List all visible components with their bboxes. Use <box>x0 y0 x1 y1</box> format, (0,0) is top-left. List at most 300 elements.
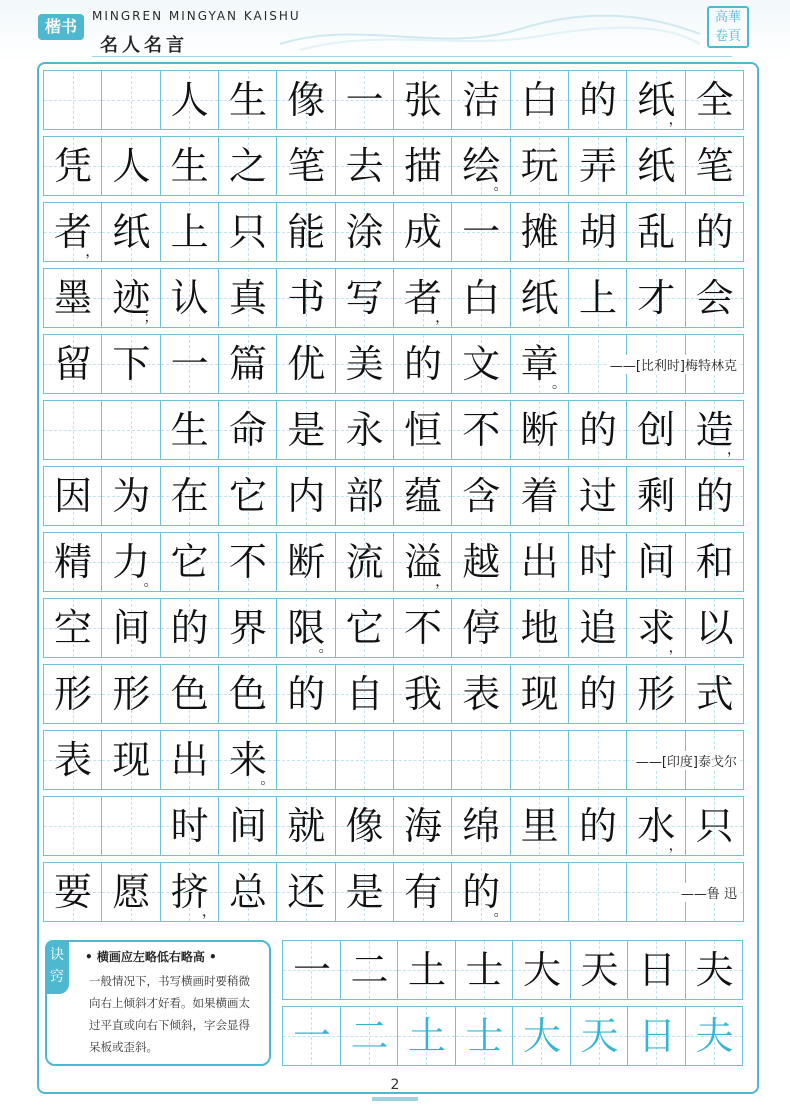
grid-char: 才 <box>637 276 676 320</box>
grid-cell <box>685 136 744 196</box>
grid-cell <box>160 334 219 394</box>
grid-cell <box>626 70 685 130</box>
grid-char: 纸 <box>637 78 676 122</box>
punctuation-mark: ， <box>201 904 216 920</box>
grid-cell <box>510 136 569 196</box>
grid-char: 全 <box>695 78 734 122</box>
trace-char: 日 <box>637 1014 676 1058</box>
grid-cell <box>568 664 627 724</box>
grid-cell <box>451 532 510 592</box>
grid-char <box>627 863 685 921</box>
practice-cell <box>397 940 456 1000</box>
grid-cell <box>335 202 394 262</box>
model-char: 夫 <box>695 948 734 992</box>
grid-cell <box>218 598 277 658</box>
grid-cell <box>510 466 569 526</box>
grid-cell <box>393 268 452 328</box>
grid-cell <box>393 70 452 130</box>
grid-char: 不 <box>228 540 267 584</box>
grid-char: 一 <box>462 210 501 254</box>
grid-cell <box>510 730 569 790</box>
grid-cell <box>101 400 160 460</box>
seal-stamp: 高華 卷頁 <box>707 6 749 48</box>
grid-cell <box>218 136 277 196</box>
model-char: 天 <box>580 948 619 992</box>
grid-char: 界 <box>228 606 267 650</box>
punctuation-mark: 。 <box>318 640 333 656</box>
grid-char: 造 <box>695 408 734 452</box>
grid-cell <box>685 466 744 526</box>
grid-row <box>43 268 743 328</box>
grid-char <box>44 71 102 129</box>
grid-cell <box>218 532 277 592</box>
grid-cell <box>335 136 394 196</box>
model-row <box>282 940 742 1000</box>
grid-cell <box>276 268 335 328</box>
grid-char: 生 <box>170 144 209 188</box>
trace-char: 一 <box>292 1014 331 1058</box>
grid-char: 纸 <box>520 276 559 320</box>
grid-cell <box>43 400 102 460</box>
grid-cell <box>160 466 219 526</box>
grid-char: 优 <box>287 342 326 386</box>
grid-char: 命 <box>228 408 267 452</box>
grid-char: 美 <box>345 342 384 386</box>
grid-cell <box>43 70 102 130</box>
grid-cell <box>276 202 335 262</box>
grid-char: 它 <box>170 540 209 584</box>
header-divider <box>92 56 732 57</box>
grid-char: 上 <box>170 210 209 254</box>
grid-row <box>43 400 743 460</box>
grid-char <box>102 797 160 855</box>
practice-cell <box>570 940 629 1000</box>
page-header <box>0 0 790 62</box>
grid-char: 现 <box>520 672 559 716</box>
grid-char: 形 <box>112 672 151 716</box>
grid-char: 写 <box>345 276 384 320</box>
model-char: 士 <box>465 948 504 992</box>
grid-cell <box>101 268 160 328</box>
grid-char: 人 <box>112 144 151 188</box>
grid-cell <box>160 730 219 790</box>
grid-cell <box>568 202 627 262</box>
tip-title: • 横画应左略低右略高 • <box>85 950 217 964</box>
grid-cell <box>218 70 277 130</box>
grid-char: 认 <box>170 276 209 320</box>
grid-char: 成 <box>403 210 442 254</box>
practice-cell <box>685 1006 744 1066</box>
grid-cell <box>685 532 744 592</box>
grid-char: 色 <box>228 672 267 716</box>
grid-cell <box>335 334 394 394</box>
grid-char: 剩 <box>637 474 676 518</box>
grid-char <box>511 731 569 789</box>
practice-grid <box>282 940 742 1066</box>
grid-cell <box>510 70 569 130</box>
grid-cell <box>160 862 219 922</box>
grid-cell <box>335 862 394 922</box>
grid-char <box>511 863 569 921</box>
grid-char: 总 <box>228 870 267 914</box>
grid-char: 只 <box>695 804 734 848</box>
grid-cell <box>393 796 452 856</box>
punctuation-mark: 。 <box>493 178 508 194</box>
grid-char: 越 <box>462 540 501 584</box>
grid-char: 断 <box>287 540 326 584</box>
grid-char: 不 <box>403 606 442 650</box>
grid-cell <box>276 796 335 856</box>
grid-cell <box>451 598 510 658</box>
grid-cell <box>451 136 510 196</box>
grid-cell <box>276 400 335 460</box>
model-char: 日 <box>637 948 676 992</box>
grid-char: 蕴 <box>403 474 442 518</box>
grid-cell <box>393 730 452 790</box>
grid-cell <box>160 70 219 130</box>
grid-cell <box>276 466 335 526</box>
grid-cell <box>568 136 627 196</box>
grid-row <box>43 664 743 724</box>
grid-char: 时 <box>170 804 209 848</box>
grid-row <box>43 70 743 130</box>
grid-char: 张 <box>403 78 442 122</box>
grid-char: 能 <box>287 210 326 254</box>
grid-cell <box>393 598 452 658</box>
grid-char: 间 <box>637 540 676 584</box>
grid-cell <box>626 400 685 460</box>
practice-cell <box>455 1006 514 1066</box>
grid-char: 描 <box>403 144 442 188</box>
model-char: 二 <box>350 948 389 992</box>
grid-cell <box>276 334 335 394</box>
grid-cell <box>335 268 394 328</box>
grid-row <box>43 862 743 922</box>
grid-char: 是 <box>345 870 384 914</box>
trace-char: 二 <box>350 1014 389 1058</box>
punctuation-mark: ， <box>435 310 450 326</box>
grid-cell <box>626 202 685 262</box>
grid-char: 还 <box>287 870 326 914</box>
grid-char: 溢 <box>403 540 442 584</box>
grid-cell <box>276 730 335 790</box>
grid-char: 愿 <box>112 870 151 914</box>
grid-char: 它 <box>345 606 384 650</box>
grid-cell <box>393 862 452 922</box>
grid-char: 里 <box>520 804 559 848</box>
grid-char: 恒 <box>403 408 442 452</box>
grid-cell <box>510 598 569 658</box>
grid-cell <box>510 268 569 328</box>
grid-cell <box>218 664 277 724</box>
punctuation-mark: 。 <box>551 376 566 392</box>
grid-char: 精 <box>53 540 92 584</box>
grid-char: 力 <box>112 540 151 584</box>
trace-char: 士 <box>465 1014 504 1058</box>
grid-char: 笔 <box>695 144 734 188</box>
grid-char: 形 <box>53 672 92 716</box>
grid-cell <box>451 202 510 262</box>
grid-cell <box>218 466 277 526</box>
grid-char: 去 <box>345 144 384 188</box>
grid-char: 涂 <box>345 210 384 254</box>
grid-cell <box>626 862 685 922</box>
practice-cell <box>512 940 571 1000</box>
tip-badge: 诀窍 <box>45 940 69 994</box>
grid-cell <box>335 532 394 592</box>
chinese-title: 名人名言 <box>100 35 188 56</box>
grid-cell <box>451 730 510 790</box>
grid-cell <box>335 400 394 460</box>
grid-char: 的 <box>462 870 501 914</box>
grid-cell <box>393 664 452 724</box>
grid-char: 自 <box>345 672 384 716</box>
trace-char: 夫 <box>695 1014 734 1058</box>
grid-cell <box>393 334 452 394</box>
practice-cell <box>627 940 686 1000</box>
grid-char: 像 <box>287 78 326 122</box>
punctuation-mark: 。 <box>493 904 508 920</box>
grid-row <box>43 466 743 526</box>
practice-cell <box>397 1006 456 1066</box>
grid-char: 的 <box>578 804 617 848</box>
grid-char: 文 <box>462 342 501 386</box>
grid-cell <box>568 466 627 526</box>
trace-row <box>282 1006 742 1066</box>
grid-char: 的 <box>403 342 442 386</box>
grid-char: 现 <box>112 738 151 782</box>
grid-cell <box>218 400 277 460</box>
punctuation-mark: ， <box>726 442 741 458</box>
grid-cell <box>160 796 219 856</box>
grid-cell <box>43 664 102 724</box>
grid-char: 篇 <box>228 342 267 386</box>
grid-char: 真 <box>228 276 267 320</box>
grid-char: 只 <box>228 210 267 254</box>
grid-cell <box>101 466 160 526</box>
grid-cell <box>510 400 569 460</box>
grid-cell <box>626 136 685 196</box>
grid-cell <box>43 598 102 658</box>
grid-char: 追 <box>578 606 617 650</box>
practice-cell <box>455 940 514 1000</box>
grid-row <box>43 202 743 262</box>
grid-char: 因 <box>53 474 92 518</box>
grid-cell <box>335 70 394 130</box>
grid-char: 部 <box>345 474 384 518</box>
grid-row <box>43 136 743 196</box>
practice-cell <box>340 1006 399 1066</box>
grid-char: 以 <box>695 606 734 650</box>
practice-cell <box>627 1006 686 1066</box>
grid-char: 的 <box>287 672 326 716</box>
grid-cell <box>568 862 627 922</box>
grid-cell <box>626 598 685 658</box>
practice-cell <box>512 1006 571 1066</box>
practice-cell <box>685 940 744 1000</box>
grid-char <box>452 731 510 789</box>
grid-cell <box>335 664 394 724</box>
grid-char: 它 <box>228 474 267 518</box>
grid-char: 下 <box>112 342 151 386</box>
grid-char: 一 <box>170 342 209 386</box>
grid-char: 上 <box>578 276 617 320</box>
grid-char: 墨 <box>53 276 92 320</box>
grid-cell <box>510 664 569 724</box>
grid-cell <box>568 532 627 592</box>
punctuation-mark: ， <box>668 640 683 656</box>
grid-cell <box>510 532 569 592</box>
grid-cell <box>101 532 160 592</box>
grid-cell <box>276 862 335 922</box>
grid-cell <box>276 598 335 658</box>
model-char: 大 <box>522 948 561 992</box>
grid-char: 间 <box>228 804 267 848</box>
grid-cell <box>43 796 102 856</box>
grid-cell <box>393 202 452 262</box>
grid-cell <box>393 400 452 460</box>
grid-char: 停 <box>462 606 501 650</box>
grid-cell <box>43 730 102 790</box>
grid-cell <box>160 268 219 328</box>
grid-char: 像 <box>345 804 384 848</box>
grid-row <box>43 796 743 856</box>
grid-char: 一 <box>345 78 384 122</box>
grid-char: 生 <box>170 408 209 452</box>
grid-char: 出 <box>170 738 209 782</box>
grid-cell <box>510 796 569 856</box>
grid-char: 者 <box>53 210 92 254</box>
grid-cell <box>101 664 160 724</box>
quote-attribution: ——鲁 迅 <box>679 883 739 902</box>
practice-cell <box>282 1006 341 1066</box>
grid-char: 有 <box>403 870 442 914</box>
punctuation-mark: ， <box>85 244 100 260</box>
grid-char: 白 <box>462 276 501 320</box>
grid-cell <box>451 862 510 922</box>
grid-cell <box>393 466 452 526</box>
grid-char: 生 <box>228 78 267 122</box>
grid-cell <box>160 532 219 592</box>
grid-char: 我 <box>403 672 442 716</box>
grid-char: 着 <box>520 474 559 518</box>
tip-box <box>45 940 271 1066</box>
grid-char: 式 <box>695 672 734 716</box>
grid-char: 挤 <box>170 870 209 914</box>
grid-cell <box>568 400 627 460</box>
grid-char: 就 <box>287 804 326 848</box>
practice-cell <box>340 940 399 1000</box>
grid-char: 的 <box>578 78 617 122</box>
grid-char: 者 <box>403 276 442 320</box>
grid-char: 绘 <box>462 144 501 188</box>
grid-char: 章 <box>520 342 559 386</box>
section-tab: 楷书 <box>38 14 84 40</box>
grid-char: 是 <box>287 408 326 452</box>
grid-char: 的 <box>578 672 617 716</box>
grid-cell <box>335 796 394 856</box>
grid-cell <box>101 598 160 658</box>
grid-cell <box>43 136 102 196</box>
page-number-bar <box>372 1097 418 1101</box>
punctuation-mark: 。 <box>143 574 158 590</box>
grid-cell <box>218 730 277 790</box>
grid-char: 内 <box>287 474 326 518</box>
grid-char: 凭 <box>53 144 92 188</box>
grid-cell <box>626 532 685 592</box>
grid-char: 在 <box>170 474 209 518</box>
grid-cell <box>101 136 160 196</box>
grid-cell <box>393 532 452 592</box>
grid-cell <box>335 730 394 790</box>
grid-char: 弄 <box>578 144 617 188</box>
grid-cell <box>43 202 102 262</box>
grid-char: 书 <box>287 276 326 320</box>
grid-cell <box>335 598 394 658</box>
grid-cell <box>685 598 744 658</box>
grid-char: 胡 <box>578 210 617 254</box>
trace-char: 大 <box>522 1014 561 1058</box>
quote-attribution: ——[比利时]梅特林克 <box>608 355 739 374</box>
grid-cell <box>393 136 452 196</box>
grid-char: 流 <box>345 540 384 584</box>
grid-cell <box>160 202 219 262</box>
grid-char: 空 <box>53 606 92 650</box>
grid-cell <box>218 796 277 856</box>
grid-char: 表 <box>53 738 92 782</box>
grid-cell <box>160 664 219 724</box>
grid-char: 求 <box>637 606 676 650</box>
grid-char <box>102 71 160 129</box>
quote-grid <box>43 70 743 922</box>
trace-char: 土 <box>407 1014 446 1058</box>
grid-char: 出 <box>520 540 559 584</box>
grid-cell <box>160 598 219 658</box>
grid-char: 迹 <box>112 276 151 320</box>
trace-char: 天 <box>580 1014 619 1058</box>
grid-char: 表 <box>462 672 501 716</box>
punctuation-mark: ， <box>435 574 450 590</box>
grid-cell <box>568 598 627 658</box>
grid-char: 断 <box>520 408 559 452</box>
grid-cell <box>451 400 510 460</box>
tip-body: 一般情况下，书写横画时要稍微向右上倾斜才好看。如果横画太过平直或向右下倾斜，字会显得呆板或歪斜。 <box>89 974 250 1054</box>
grid-cell <box>451 466 510 526</box>
grid-cell <box>568 796 627 856</box>
grid-cell <box>626 796 685 856</box>
grid-char: 间 <box>112 606 151 650</box>
grid-cell <box>101 334 160 394</box>
grid-char: 海 <box>403 804 442 848</box>
grid-cell <box>218 862 277 922</box>
grid-char: 和 <box>695 540 734 584</box>
grid-cell <box>101 730 160 790</box>
punctuation-mark: 。 <box>260 772 275 788</box>
grid-cell <box>335 466 394 526</box>
grid-char <box>44 401 102 459</box>
grid-char: 白 <box>520 78 559 122</box>
punctuation-mark: ， <box>668 838 683 854</box>
grid-cell <box>510 334 569 394</box>
grid-cell <box>276 70 335 130</box>
grid-char: 含 <box>462 474 501 518</box>
grid-cell <box>451 334 510 394</box>
grid-cell <box>685 664 744 724</box>
grid-cell <box>626 664 685 724</box>
grid-char: 来 <box>228 738 267 782</box>
grid-cell <box>276 532 335 592</box>
grid-char: 人 <box>170 78 209 122</box>
